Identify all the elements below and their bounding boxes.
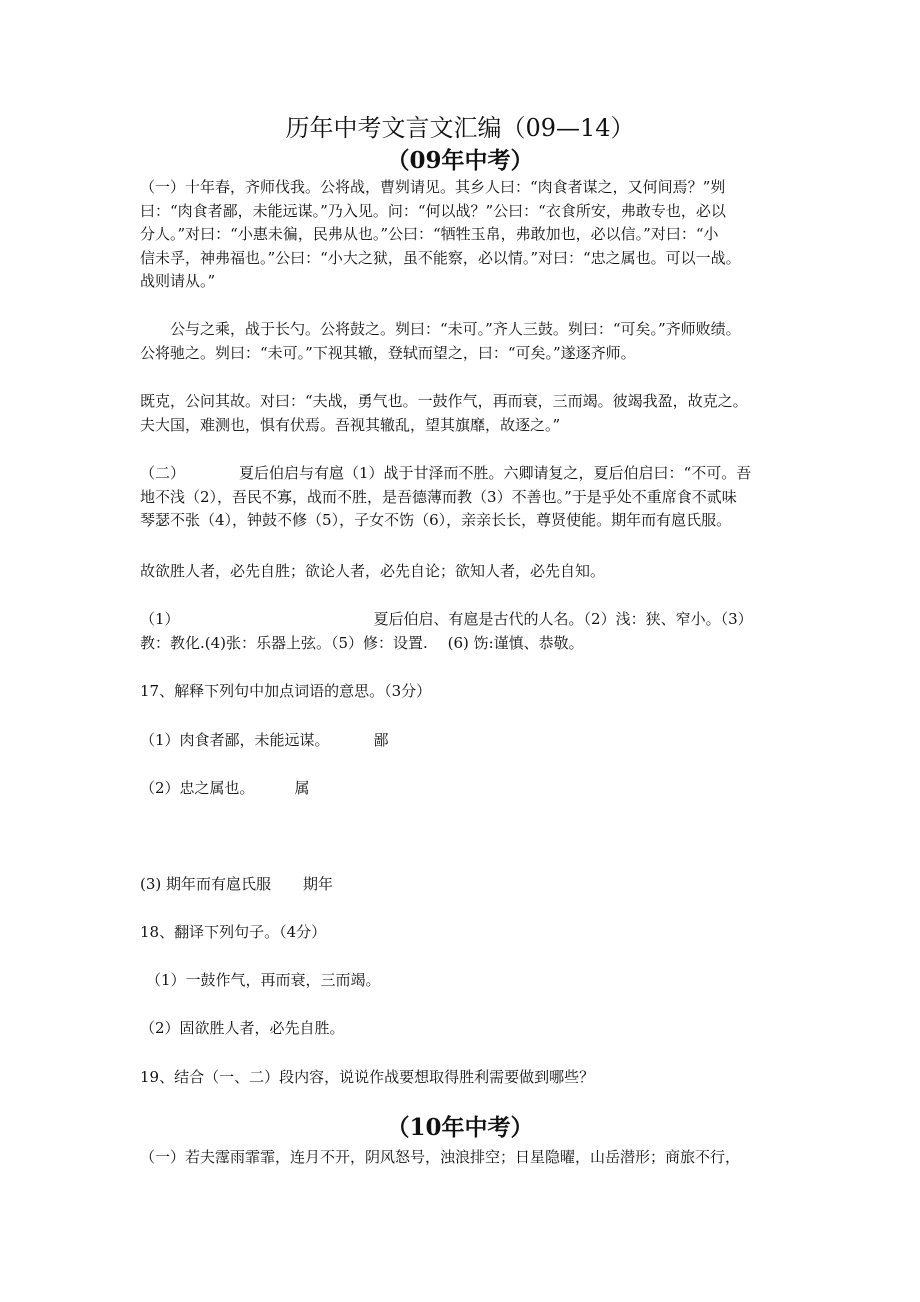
text-line: 分人。”对曰：“小惠未徧，民弗从也。”公曰：“牺牲玉帛，弗敢加也，必以信。”对曰：“小: [140, 225, 719, 243]
document-title: 历年中考文言文汇编（09—14）: [285, 114, 635, 142]
text-line: 公与之乘，战于长勺。公将鼓之。刿曰：“未可。”齐人三鼓。刿曰：“可矣。”齐师败绩。: [170, 320, 741, 338]
text-line: 既克，公问其故。对曰：“夫战，勇气也。一鼓作气，再而衰，三而竭。彼竭我盈，故克之。: [140, 392, 748, 410]
text-line: 夫大国，难测也，惧有伏焉。吾视其辙乱，望其旗靡，故逐之。”: [140, 415, 561, 434]
dotted-word: 期年: [303, 875, 334, 893]
question-17-1: [140, 729, 788, 753]
section-heading-10: （10年中考）: [386, 1114, 534, 1141]
question-19: 19、结合（一、二）段内容，说说作战要想取得胜利需要做到哪些？: [140, 1068, 595, 1086]
dotted-word: 鄙: [373, 731, 389, 749]
passage-10-line: （一）若夫霪雨霏霏，连月不开，阴风怒号，浊浪排空；日星隐曜，山岳潜形；商旅不行，: [140, 1148, 741, 1166]
question-17: 17、解释下列句中加点词语的意思。（3分）: [140, 682, 432, 700]
question-18: 18、翻译下列句子。（4分）: [140, 923, 327, 941]
section-heading-09: （09年中考）: [386, 147, 534, 174]
text-line: 信未孚，神弗福也。”公曰：“小大之狱，虽不能察，必以情。”对曰：“忠之属也。可以一战。: [140, 248, 741, 267]
text-line: 夏后伯启、有扈是古代的人名。（2）浅：狭、窄小。（3）: [373, 610, 753, 628]
text-line: 战则请从。”: [140, 272, 216, 290]
text-line: 公将驰之。刿曰：“未可。”下视其辙，登轼而望之，曰：“可矣。”遂逐齐师。: [140, 343, 636, 362]
question-text: （1）肉食者鄙，未能远谋。: [140, 731, 330, 749]
question-text: （2）忠之属也。: [140, 779, 255, 797]
text-line: 教：教化.(4)张：乐器上弦。（5）修：设置. (6) 饬:谨慎、恭敬。: [140, 633, 584, 652]
question-18-1: （1）一鼓作气，再而衰，三而竭。: [146, 971, 381, 989]
passage-two-conclusion: 故欲胜人者，必先自胜；欲论人者，必先自论；欲知人者，必先自知。: [140, 562, 606, 580]
passage-one-paragraph-1: [140, 176, 788, 294]
question-17-2: [140, 777, 788, 801]
text-line: 地不浅（2），吾民不寡，战而不胜，是吾德薄而教（3）不善也。”于是乎处不重席食不贰味: [140, 487, 737, 506]
notes-label: （1）: [140, 610, 180, 628]
passage-two-label: （二）: [140, 464, 186, 482]
text-line: 琴瑟不张（4），钟鼓不修（5），子女不饬（6），亲亲长长，尊贤使能。期年而有扈氏服。: [140, 511, 732, 529]
annotation-notes: [140, 608, 788, 655]
passage-one-paragraph-2: [140, 318, 788, 365]
dotted-word: 属: [294, 779, 310, 797]
passage-one-paragraph-3: [140, 390, 788, 437]
question-text: (3) 期年而有扈氏服: [140, 875, 272, 893]
passage-two: [140, 462, 788, 533]
text-line: 夏后伯启与有扈（1）战于甘泽而不胜。六卿请复之，夏后伯启曰：“不可。吾: [239, 464, 752, 482]
text-line: 曰：“肉食者鄙，未能远谋。”乃入见。问：“何以战？”公曰：“衣食所安，弗敢专也，必以: [140, 201, 726, 220]
text-line: （一）十年春，齐师伐我。公将战，曹刿请见。其乡人曰：“肉食者谋之，又何间焉？”刿: [140, 178, 726, 196]
question-18-2: （2）固欲胜人者，必先自胜。: [140, 1019, 345, 1037]
question-17-3: [140, 873, 788, 897]
